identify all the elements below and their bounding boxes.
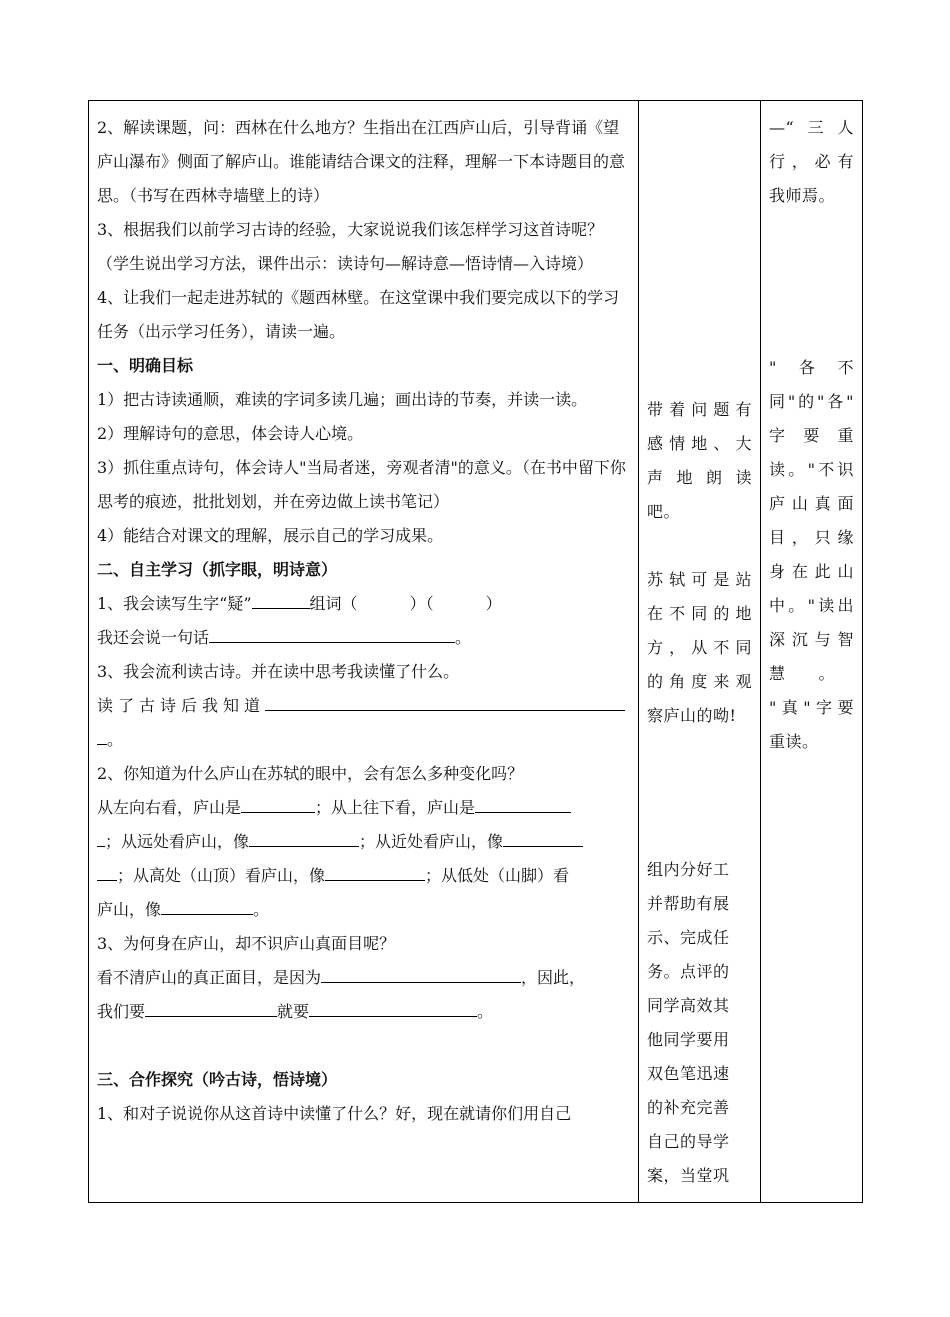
blank-know-tail[interactable] [97,726,107,745]
right-note-2-line: 同"的"各" [769,392,854,411]
spacer [97,1029,630,1063]
question-3-line-2 [97,995,630,1029]
question-3-line-1 [97,961,630,995]
blank-q3-3[interactable] [309,998,477,1017]
blank-q3-1[interactable] [321,964,521,983]
mid-note-3-line: 的补充完善 [647,1098,730,1117]
right-note-2-line: 身在此山 [769,562,854,581]
right-note-2-line: "各不 [769,358,854,377]
sentence-prompt: 我还会说一句话 [97,628,210,647]
mid-note-3-line: 组内分好工 [647,860,730,879]
right-note-2-line: 字要重 [769,426,854,445]
blank-q2-3[interactable] [249,828,359,847]
q3-end: 。 [477,1002,494,1021]
exercise-3-know-line-2 [97,723,630,757]
mid-note-3-line: 务。点评的 [647,962,730,981]
right-note-2-line: 中。"读出 [769,596,854,615]
right-note-2-line: 重读。 [769,732,819,751]
right-note-1-line: 我师焉。 [769,186,836,205]
q2-near: ；从近处看庐山，像 [359,832,504,851]
q3-because: 看不清庐山的真正面目，是因为 [97,968,322,987]
mid-note-3-line: 案，当堂巩 [647,1166,730,1185]
exercise-1-paren-close: ） [485,594,502,613]
question-2-line-1 [97,791,630,825]
mid-note-3-line: 自己的导学 [647,1132,730,1151]
blank-q3-2[interactable] [145,998,277,1017]
q2-left-right: 从左向右看，庐山是 [97,798,242,817]
mid-note-read-aloud [647,393,752,733]
lesson-plan-table [88,100,863,1203]
exercise-3-line: 3、我会流利读古诗。并在读中思考我读懂了什么。 [97,662,460,681]
student-notes-cell [639,101,761,1203]
question-2: 2、你知道为什么庐山在苏轼的眼中，会有怎么多种变化吗？ [97,764,524,783]
right-note-reading-guide [769,351,854,759]
mid-note-3-line: 示、完成任 [647,928,730,947]
right-note-2-line: 读。"不识 [769,460,854,479]
right-note-2-line: 深沉与智 [769,630,854,649]
mid-note-1-line: 吧。 [647,502,681,521]
mid-note-3-line: 同学高效其 [647,996,730,1015]
q3-we-should: 我们要 [97,1002,146,1021]
q3-then: 就要 [277,1002,310,1021]
section-heading-cooperation: 三、合作探究（吟古诗，悟诗境） [97,1070,338,1089]
teacher-notes-cell [761,101,863,1203]
mid-note-1-line: 带着问题有 [647,400,752,419]
right-note-2-line: "真"字要 [769,698,854,717]
paragraph-4-learning-task: 4、让我们一起走进苏轼的《题西林壁。在这堂课中我们要完成以下的学习任务（出示学习任务），请读一遍。 [97,288,620,341]
blank-char[interactable] [252,590,310,609]
mid-note-2-line: 苏轼可是站 [647,570,752,589]
goal-1: 1）把古诗读通顺，难读的字词多读几遍；画出诗的节奏，并读一读。 [97,390,588,409]
exercise-1-prompt: 1、我会读写生字“疑” [97,594,252,613]
mid-note-2-line: 在不同的地 [647,604,752,623]
main-content-cell [89,101,639,1203]
section-heading-self-study: 二、自主学习（抓字眼，明诗意） [97,560,338,579]
q2-low: ；从低处（山脚）看 [425,866,570,885]
mid-note-2-line: 察庐山的呦! [647,706,737,725]
paragraph-3-learning-method: 3、根据我们以前学习古诗的经验，大家说说我们该怎样学习这首诗呢？（学生说出学习方法，课件出示：读诗句—解诗意—悟诗情—入诗境） [97,220,604,273]
mid-note-1-line: 感情地、大 [647,434,752,453]
q2-far: ；从远处看庐山，像 [105,832,250,851]
main-content [89,101,638,1131]
blank-know[interactable] [265,692,625,711]
mid-note-2-line: 的角度来观 [647,672,752,691]
exercise-1-line [97,587,630,621]
mid-note-1-line: 声地朗读 [647,468,752,487]
right-note-three-people [769,111,854,213]
question-2-line-2 [97,825,630,859]
q2-low-cont: 庐山，像 [97,900,162,919]
cooperation-1: 1、和对子说说你从这首诗中读懂了什么？好，现在就请你们用自己 [97,1104,572,1123]
section-heading-goals: 一、明确目标 [97,356,194,375]
blank-q2-4[interactable] [503,828,583,847]
paragraph-2-interpret-title: 2、解读课题，问：西林在什么地方？生指出在江西庐山后，引导背诵《望庐山瀑布》侧面了解庐山。谁能请结合课文的注释，理解一下本诗题目的意思。（书写在西林寺墙壁上的诗） [97,118,626,205]
mid-note-group-work [647,853,752,1193]
q3-therefore: ，因此， [521,968,586,987]
know-prompt: 读了古诗后我知道 [97,696,266,715]
exercise-3-know-line [97,689,630,723]
question-2-line-4 [97,893,630,927]
blank-q2-6[interactable] [161,896,253,915]
blank-q2-1[interactable] [241,794,315,813]
q2-top-down: ；从上往下看，庐山是 [315,798,476,817]
exercise-1-word-label: 组词（ [309,594,358,613]
mid-note-3-line: 并帮助有展 [647,894,730,913]
right-note-2-line: 慧 。 [769,664,836,683]
blank-q2-2[interactable] [475,794,571,813]
blank-q2-4-tail[interactable] [97,862,117,881]
right-note-2-line: 庐山真面 [769,494,854,513]
goal-3: 3）抓住重点诗句，体会诗人"当局者迷，旁观者清"的意义。（在书中留下你思考的痕迹，批批划划，并在旁边做上读书笔记） [97,458,626,511]
goal-2: 2）理解诗句的意思，体会诗人心境。 [97,424,364,443]
goal-4: 4）能结合对课文的理解，展示自己的学习成果。 [97,526,444,545]
exercise-1-paren: ）（ [409,594,434,613]
question-3: 3、为何身在庐山，却不识庐山真面目呢？ [97,934,396,953]
mid-note-3-line: 双色笔迅速 [647,1064,730,1083]
q2-high: ；从高处（山顶）看庐山，像 [117,866,326,885]
right-note-1-line: —“三人 [769,118,854,137]
exercise-1-sentence-line [97,621,630,655]
mid-note-2-line: 方，从不同 [647,638,752,657]
mid-note-3-line: 他同学要用 [647,1030,730,1049]
question-2-line-3 [97,859,630,893]
blank-q2-2-tail[interactable] [97,828,105,847]
blank-sentence[interactable] [209,624,455,643]
sentence-end: 。 [455,628,472,647]
right-note-1-line: 行，必有 [769,152,854,171]
q2-end: 。 [253,900,270,919]
right-note-2-line: 目，只缘 [769,528,854,547]
blank-q2-5[interactable] [325,862,425,881]
know-end: 。 [107,730,124,749]
